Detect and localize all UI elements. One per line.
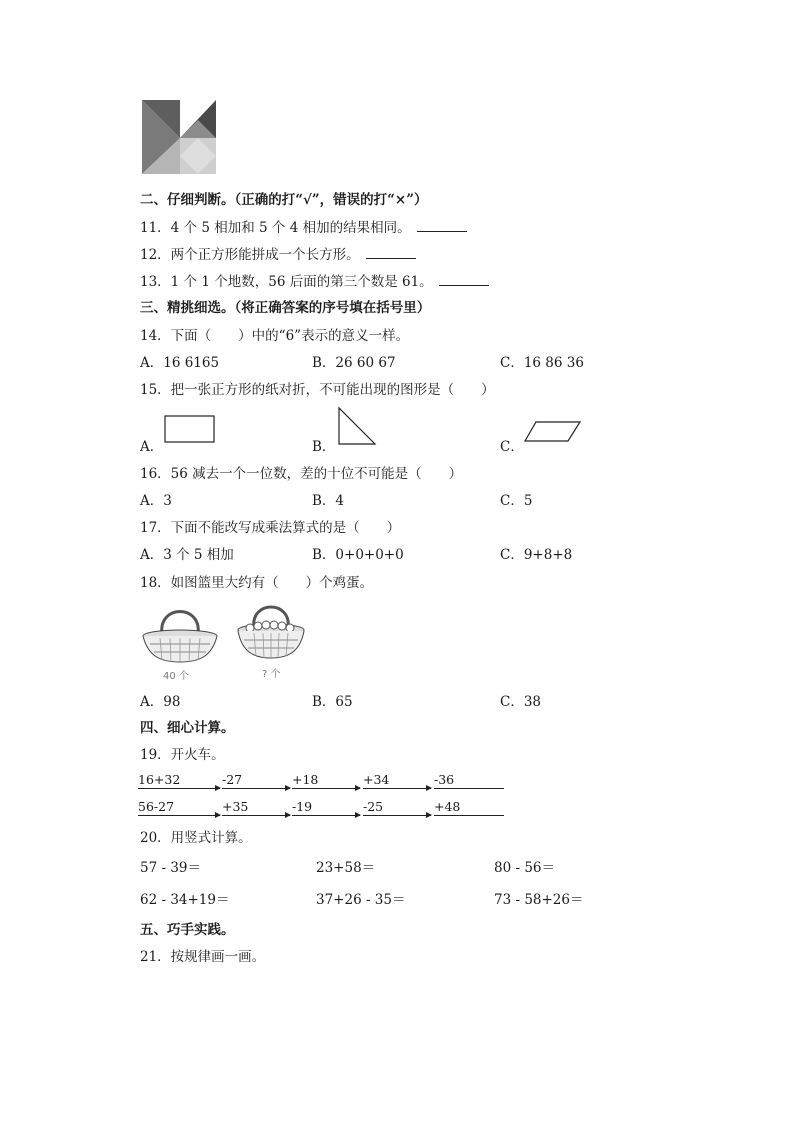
option-17-b[interactable]: B．0+0+0+0 [312, 547, 404, 563]
train-arrow [222, 815, 290, 816]
option-18-c[interactable]: C．38 [500, 694, 542, 710]
train-step: -19 [292, 799, 313, 814]
train-step: +48 [434, 799, 461, 814]
option-16-a[interactable]: A．3 [140, 493, 172, 509]
train-answer-line[interactable] [434, 788, 504, 789]
section-2-heading: 二、仔细判断。（正确的打“√”，错误的打“×”） [140, 192, 428, 208]
section-5-heading: 五、巧手实践。 [140, 922, 235, 938]
option-17-c[interactable]: C．9+8+8 [500, 547, 573, 563]
option-14-c[interactable]: C．16 86 36 [500, 355, 584, 371]
egg-basket-icon [140, 600, 220, 666]
train-step: +35 [222, 799, 249, 814]
question-21: 21．按规律画一画。 [140, 949, 266, 965]
train-arrow [292, 788, 360, 789]
train-arrow [138, 788, 220, 789]
vertical-calc-item: 57 - 39＝ [140, 860, 202, 876]
vertical-calc-item: 23+58＝ [316, 860, 376, 876]
option-14-b[interactable]: B．26 60 67 [312, 355, 396, 371]
train-arrow [222, 788, 290, 789]
question-11 [140, 216, 467, 236]
vertical-calc-item: 73 - 58+26＝ [494, 892, 584, 908]
question-13-text: 13．1 个 1 个地数，56 后面的第三个数是 61。 [140, 274, 433, 290]
question-14: 14．下面（ ）中的“6”表示的意义一样。 [140, 328, 410, 344]
section-3-heading: 三、精挑细选。（将正确答案的序号填在括号里） [140, 300, 431, 316]
right-triangle-shape [336, 406, 378, 446]
answer-blank-12[interactable] [366, 246, 416, 259]
option-14-a[interactable]: A．16 6165 [140, 355, 220, 371]
question-13 [140, 270, 489, 290]
train-answer-line[interactable] [434, 815, 504, 816]
train-step: +34 [363, 772, 390, 787]
question-19: 19．开火车。 [140, 747, 225, 763]
train-step: 56-27 [138, 799, 175, 814]
answer-blank-13[interactable] [439, 273, 489, 286]
option-15-c[interactable]: C． [500, 439, 524, 455]
vertical-calc-item: 80 - 56＝ [494, 860, 556, 876]
section-4-heading: 四、细心计算。 [140, 720, 235, 736]
question-15: 15．把一张正方形的纸对折，不可能出现的图形是（ ） [140, 382, 495, 398]
train-step: 16+32 [138, 772, 181, 787]
egg-basket-icon [236, 598, 306, 664]
answer-blank-11[interactable] [417, 219, 467, 232]
question-12-text: 12．两个正方形能拼成一个长方形。 [140, 247, 360, 263]
train-arrow [292, 815, 360, 816]
vertical-calc-item: 37+26 - 35＝ [316, 892, 406, 908]
train-arrow [138, 815, 220, 816]
option-16-c[interactable]: C．5 [500, 493, 533, 509]
parallelogram-shape [524, 420, 582, 444]
question-17: 17．下面不能改写成乘法算式的是（ ） [140, 520, 401, 536]
train-arrow [363, 815, 431, 816]
rectangle-shape [164, 415, 216, 445]
option-17-a[interactable]: A．3 个 5 相加 [140, 547, 234, 563]
question-18: 18．如图篮里大约有（ ）个鸡蛋。 [140, 575, 374, 591]
basket-label-1: 40 个 [163, 671, 189, 682]
option-15-b[interactable]: B． [312, 439, 336, 455]
train-step: -36 [434, 772, 455, 787]
option-15-a[interactable]: A． [140, 439, 164, 455]
question-16: 16．56 减去一个一位数，差的十位不可能是（ ） [140, 466, 463, 482]
question-11-text: 11．4 个 5 相加和 5 个 4 相加的结果相同。 [140, 220, 411, 236]
train-arrow [363, 788, 431, 789]
vertical-calc-item: 62 - 34+19＝ [140, 892, 230, 908]
train-step: -25 [363, 799, 384, 814]
basket-label-2: ? 个 [262, 669, 281, 680]
question-12 [140, 243, 416, 263]
option-18-a[interactable]: A．98 [140, 694, 181, 710]
option-16-b[interactable]: B．4 [312, 493, 345, 509]
question-20: 20．用竖式计算。 [140, 830, 252, 846]
train-step: +18 [292, 772, 319, 787]
option-18-b[interactable]: B．65 [312, 694, 353, 710]
tangram-figure [140, 98, 220, 176]
train-step: -27 [222, 772, 243, 787]
